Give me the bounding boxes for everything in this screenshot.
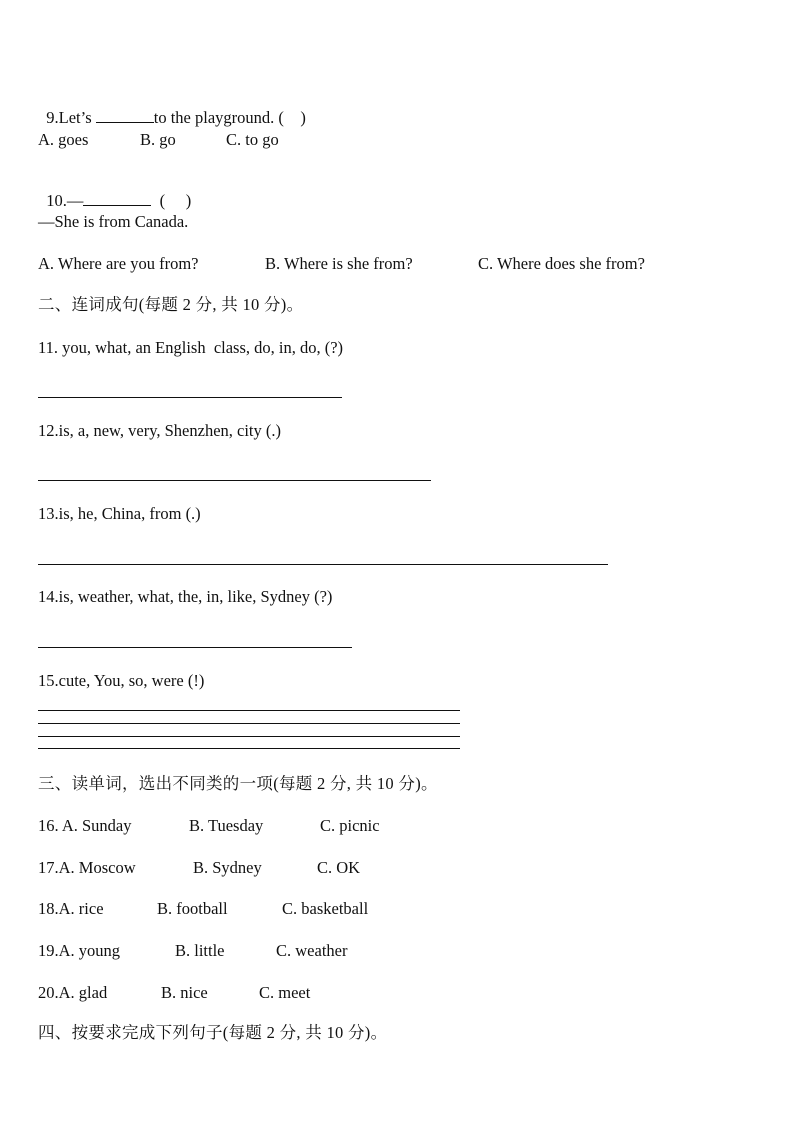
question-9-text-post: to the playground. ( ): [153, 108, 306, 127]
question-15-answer-line-3[interactable]: [38, 736, 460, 737]
question-15-answer-line-4[interactable]: [38, 748, 460, 749]
question-11-answer-line[interactable]: [38, 397, 342, 398]
question-9: [38, 88, 306, 128]
question-19-option-a[interactable]: 19.A. young: [38, 941, 121, 960]
question-9-text-pre: 9.Let’s: [46, 108, 96, 127]
question-16-option-b[interactable]: B. Tuesday: [189, 816, 264, 835]
question-13: 13.is, he, China, from (.): [38, 504, 201, 523]
question-16-option-c[interactable]: C. picnic: [320, 816, 380, 835]
question-10-option-b[interactable]: B. Where is she from?: [265, 254, 413, 273]
question-12-answer-line[interactable]: [38, 480, 431, 481]
question-20-option-b[interactable]: B. nice: [161, 983, 208, 1002]
question-15-answer-line-1[interactable]: [38, 710, 460, 711]
question-18-option-a[interactable]: 18.A. rice: [38, 899, 104, 918]
question-9-option-a[interactable]: A. goes: [38, 130, 89, 149]
section-2-heading: 二、连词成句(每题 2 分, 共 10 分)。: [38, 295, 304, 314]
question-16-option-a[interactable]: 16. A. Sunday: [38, 816, 132, 835]
question-10-text-post: ( ): [151, 191, 192, 210]
question-15-answer-line-2[interactable]: [38, 723, 460, 724]
question-10: [38, 171, 191, 211]
question-20-option-a[interactable]: 20.A. glad: [38, 983, 108, 1002]
question-17-option-c[interactable]: C. OK: [317, 858, 361, 877]
question-12: 12.is, a, new, very, Shenzhen, city (.): [38, 421, 281, 440]
question-9-option-b[interactable]: B. go: [140, 130, 176, 149]
question-10-text-pre: 10.—: [46, 191, 84, 210]
question-14: 14.is, weather, what, the, in, like, Sydney (?): [38, 587, 333, 606]
question-19-option-b[interactable]: B. little: [175, 941, 225, 960]
question-10-blank[interactable]: [83, 191, 151, 206]
question-10-answer: —She is from Canada.: [38, 212, 189, 231]
question-19-option-c[interactable]: C. weather: [276, 941, 348, 960]
question-13-answer-line[interactable]: [38, 564, 608, 565]
question-14-answer-line[interactable]: [38, 647, 352, 648]
question-9-option-c[interactable]: C. to go: [226, 130, 279, 149]
question-18-option-b[interactable]: B. football: [157, 899, 228, 918]
question-15: 15.cute, You, so, were (!): [38, 671, 205, 690]
section-3-heading: 三、读单词，选出不同类的一项(每题 2 分, 共 10 分)。: [38, 774, 438, 793]
question-17-option-b[interactable]: B. Sydney: [193, 858, 262, 877]
section-4-heading: 四、按要求完成下列句子(每题 2 分, 共 10 分)。: [38, 1023, 388, 1042]
question-10-option-c[interactable]: C. Where does she from?: [478, 254, 645, 273]
question-17-option-a[interactable]: 17.A. Moscow: [38, 858, 136, 877]
question-9-blank[interactable]: [96, 108, 154, 123]
question-18-option-c[interactable]: C. basketball: [282, 899, 369, 918]
question-11: 11. you, what, an English class, do, in, do, (?): [38, 338, 344, 357]
question-20-option-c[interactable]: C. meet: [259, 983, 311, 1002]
question-10-option-a[interactable]: A. Where are you from?: [38, 254, 199, 273]
